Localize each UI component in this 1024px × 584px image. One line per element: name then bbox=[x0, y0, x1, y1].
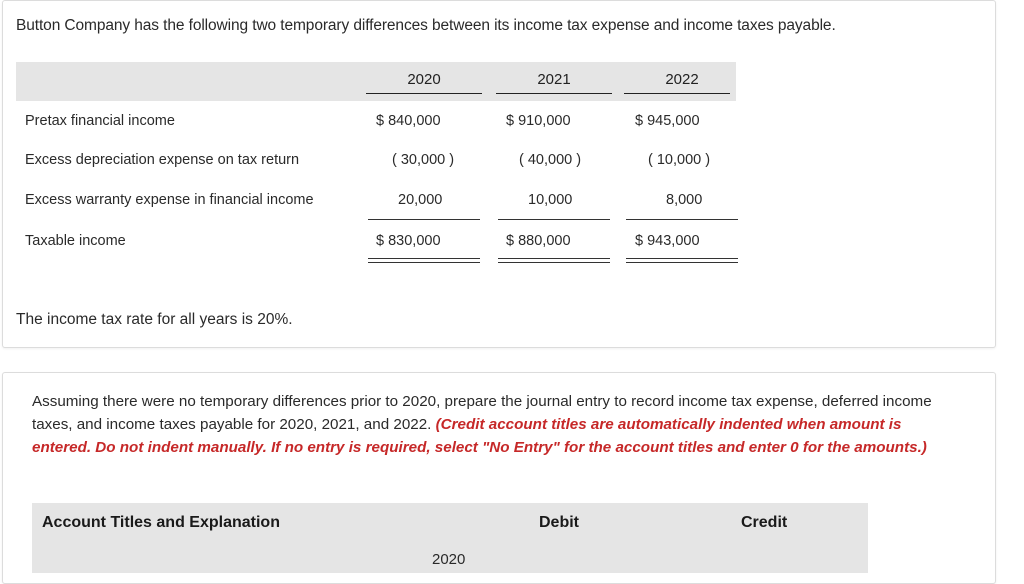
total-double-underline bbox=[498, 258, 610, 263]
row-label-taxable: Taxable income bbox=[25, 233, 126, 249]
total-double-underline bbox=[368, 258, 480, 263]
cell-pretax-2022: $ 945,000 bbox=[635, 113, 700, 129]
journal-year-label: 2020 bbox=[432, 551, 466, 568]
journal-col-debit: Debit bbox=[539, 514, 579, 531]
cell-depreciation-2022: ( 10,000 ) bbox=[648, 152, 711, 168]
journal-col-credit: Credit bbox=[741, 514, 788, 531]
subtotal-underline bbox=[498, 219, 610, 220]
instructions-main: Assuming there were no temporary differences prior to 2020, prepare the journal entry to record income tax expense, deferred income taxes, and income taxes payable for 2020, 2021, and 2022. bbox=[32, 393, 932, 433]
cell-taxable-2021: $ 880,000 bbox=[506, 233, 571, 249]
journal-col-account: Account Titles and Explanation bbox=[42, 514, 280, 531]
problem-card bbox=[2, 0, 996, 348]
cell-depreciation-2021: ( 40,000 ) bbox=[519, 152, 582, 168]
col-header-underline bbox=[624, 93, 730, 94]
total-double-underline bbox=[626, 258, 738, 263]
col-header-underline bbox=[366, 93, 482, 94]
cell-taxable-2022: $ 943,000 bbox=[635, 233, 700, 249]
col-header-2021: 2021 bbox=[537, 71, 571, 88]
col-header-2020: 2020 bbox=[407, 71, 441, 88]
cell-pretax-2020: $ 840,000 bbox=[376, 113, 441, 129]
row-label-pretax: Pretax financial income bbox=[25, 113, 175, 129]
problem-intro: Button Company has the following two temporary differences between its income tax expense and income taxes payable. bbox=[16, 17, 836, 34]
col-header-underline bbox=[496, 93, 612, 94]
cell-warranty-2022: 8,000 bbox=[666, 192, 703, 208]
row-label-warranty: Excess warranty expense in financial income bbox=[25, 192, 314, 208]
cell-pretax-2021: $ 910,000 bbox=[506, 113, 571, 129]
cell-warranty-2020: 20,000 bbox=[398, 192, 443, 208]
subtotal-underline bbox=[368, 219, 480, 220]
tax-rate-text: The income tax rate for all years is 20%. bbox=[16, 311, 293, 328]
cell-taxable-2020: $ 830,000 bbox=[376, 233, 441, 249]
subtotal-underline bbox=[626, 219, 738, 220]
instructions-text bbox=[32, 390, 962, 459]
instructions-note: (Credit account titles are automatically indented when amount is entered. Do not indent manually. If no entry is required, select "No Entry" for the account titles and enter 0 for the amounts.) bbox=[32, 416, 927, 456]
col-header-2022: 2022 bbox=[665, 71, 699, 88]
cell-warranty-2021: 10,000 bbox=[528, 192, 573, 208]
row-label-depreciation: Excess depreciation expense on tax return bbox=[25, 152, 300, 168]
cell-depreciation-2020: ( 30,000 ) bbox=[392, 152, 455, 168]
